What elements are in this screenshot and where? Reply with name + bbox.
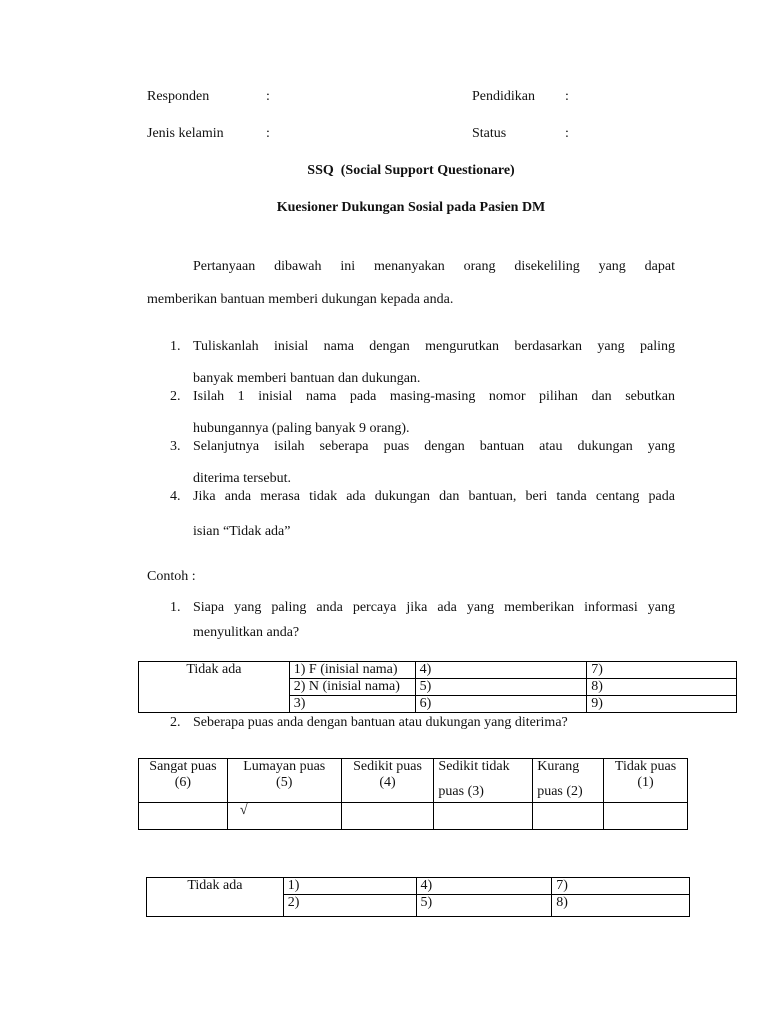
satisfaction-cell[interactable] — [434, 803, 533, 830]
satisfaction-cell[interactable] — [533, 803, 604, 830]
responden-colon: : — [266, 89, 270, 104]
satisfaction-header: Tidak puas (1) — [604, 759, 688, 803]
option-cell[interactable]: 5) — [415, 679, 587, 696]
satisfaction-cell[interactable] — [139, 803, 228, 830]
example-question-1-line-1: Siapa yang paling anda percaya jika ada yang memberikan informasi yang — [193, 600, 675, 615]
satisfaction-cell[interactable] — [341, 803, 434, 830]
status-label: Status — [472, 126, 507, 141]
satisfaction-cell-checked[interactable]: √ — [227, 803, 341, 830]
satisfaction-header: Sangat puas (6) — [139, 759, 228, 803]
satisfaction-header: Sedikit tidak puas (3) — [434, 759, 533, 803]
option-cell[interactable]: 5) — [416, 895, 552, 917]
intro-line-1: Pertanyaan dibawah ini menanyakan orang disekeliling yang dapat — [193, 259, 675, 274]
page-title: SSQ (Social Support Questionare) — [307, 163, 515, 178]
jenis-kelamin-colon: : — [266, 126, 270, 141]
pendidikan-label: Pendidikan — [472, 89, 535, 104]
example-question-1-line-2: menyulitkan anda? — [193, 625, 300, 640]
intro-line-2: memberikan bantuan memberi dukungan kepada anda. — [147, 292, 454, 307]
table-row — [139, 803, 688, 830]
tidak-ada-cell[interactable]: Tidak ada — [147, 878, 284, 917]
instruction-3-line-2: diterima tersebut. — [193, 471, 291, 486]
instruction-1-line-1: Tuliskanlah inisial nama dengan mengurutkan berdasarkan yang paling — [193, 339, 675, 354]
example-question-number: 2. — [170, 715, 181, 730]
tidak-ada-cell[interactable]: Tidak ada — [139, 662, 290, 713]
table-row — [139, 662, 737, 679]
blank-options-table — [146, 877, 690, 917]
satisfaction-cell[interactable] — [604, 803, 688, 830]
example-question-number: 1. — [170, 600, 181, 615]
responden-label: Responden — [147, 89, 210, 104]
option-cell[interactable]: 7) — [587, 662, 737, 679]
instruction-1-line-2: banyak memberi bantuan dan dukungan. — [193, 371, 421, 386]
instruction-4-line-1: Jika anda merasa tidak ada dukungan dan bantuan, beri tanda centang pada — [193, 489, 675, 504]
example-question-2: Seberapa puas anda dengan bantuan atau dukungan yang diterima? — [193, 715, 568, 730]
option-cell[interactable]: 1) F (inisial nama) — [289, 662, 415, 679]
instruction-number: 3. — [170, 439, 181, 454]
table-row — [147, 878, 690, 895]
option-cell[interactable]: 6) — [415, 696, 587, 713]
option-cell[interactable]: 7) — [552, 878, 690, 895]
pendidikan-colon: : — [565, 89, 569, 104]
satisfaction-table — [138, 758, 688, 830]
option-cell[interactable]: 4) — [415, 662, 587, 679]
contoh-label: Contoh : — [147, 569, 196, 584]
page-subtitle: Kuesioner Dukungan Sosial pada Pasien DM — [276, 200, 546, 215]
instruction-number: 2. — [170, 389, 181, 404]
instruction-number: 1. — [170, 339, 181, 354]
table-row — [139, 759, 688, 803]
instruction-2-line-1: Isilah 1 inisial nama pada masing-masing nomor pilihan dan sebutkan — [193, 389, 675, 404]
option-cell[interactable]: 2) — [283, 895, 416, 917]
status-colon: : — [565, 126, 569, 141]
instruction-4-line-2: isian “Tidak ada” — [193, 524, 291, 539]
option-cell[interactable]: 2) N (inisial nama) — [289, 679, 415, 696]
option-cell[interactable]: 3) — [289, 696, 415, 713]
jenis-kelamin-label: Jenis kelamin — [147, 126, 224, 141]
instruction-3-line-1: Selanjutnya isilah seberapa puas dengan bantuan atau dukungan yang — [193, 439, 675, 454]
satisfaction-header: Lumayan puas (5) — [227, 759, 341, 803]
satisfaction-header: Sedikit puas (4) — [341, 759, 434, 803]
option-cell[interactable]: 1) — [283, 878, 416, 895]
satisfaction-header: Kurang puas (2) — [533, 759, 604, 803]
option-cell[interactable]: 8) — [587, 679, 737, 696]
option-cell[interactable]: 4) — [416, 878, 552, 895]
instruction-2-line-2: hubungannya (paling banyak 9 orang). — [193, 421, 410, 436]
option-cell[interactable]: 9) — [587, 696, 737, 713]
instruction-number: 4. — [170, 489, 181, 504]
option-cell[interactable]: 8) — [552, 895, 690, 917]
example-options-table — [138, 661, 737, 713]
